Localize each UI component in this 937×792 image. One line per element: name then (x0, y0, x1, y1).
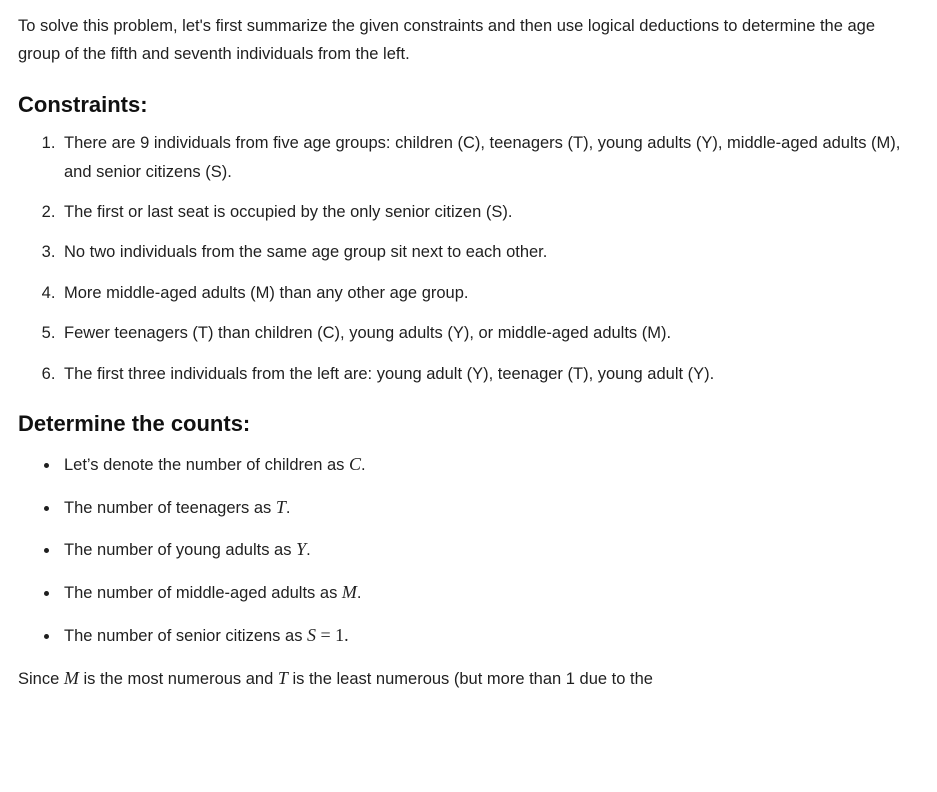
list-item: 5. Fewer teenagers (T) than children (C), young adults (Y), or middle-aged adults (M). (60, 319, 913, 347)
math-symbol: T (275, 496, 286, 517)
math-symbol: S (307, 625, 317, 646)
counts-heading: Determine the counts: (18, 410, 251, 436)
count-text-after: . (360, 455, 366, 474)
count-text-after: . (356, 584, 362, 603)
list-item (60, 534, 913, 565)
list-item: 6. The first three individuals from the left are: young adult (Y), teenager (T), young adult (Y). (60, 360, 913, 388)
closing-text-1: Since (18, 670, 64, 689)
math-symbol: C (348, 453, 361, 474)
constraints-list (18, 129, 913, 388)
closing-text-3: is the least numerous (but more than 1 due to the (287, 670, 653, 689)
count-text: The number of teenagers as (64, 498, 276, 517)
count-text-after: . (306, 541, 311, 560)
closing-text-2: is the most numerous and (78, 670, 278, 689)
math-symbol: M (341, 582, 357, 603)
list-item (60, 620, 913, 651)
count-text: The number of middle-aged adults as (64, 584, 342, 603)
count-text: The number of senior citizens as (64, 627, 308, 646)
closing-paragraph (18, 663, 913, 694)
list-item: 4. More middle-aged adults (M) than any other age group. (60, 279, 913, 307)
list-item: 2. The first or last seat is occupied by the only senior citizen (S). (60, 198, 913, 226)
math-symbol: Y (296, 539, 307, 560)
intro-paragraph: To solve this problem, let's first summarize the given constraints and then use logical deductions to determine the age group of the fifth and seventh individuals from the left. (18, 17, 876, 64)
list-item (60, 492, 913, 523)
list-item (60, 577, 913, 608)
count-text-after: . (285, 498, 291, 517)
count-text-after: = 1. (316, 625, 349, 646)
constraints-heading: Constraints: (18, 91, 148, 117)
count-text: Let’s denote the number of children as (64, 455, 349, 474)
list-item: 3. No two individuals from the same age group sit next to each other. (60, 238, 913, 266)
count-text: The number of young adults as (64, 541, 297, 560)
counts-list (18, 449, 913, 652)
list-item (60, 449, 913, 480)
list-item: 1. There are 9 individuals from five age groups: children (C), teenagers (T), young adults (Y), middle-aged adults (M), and senior citizens (S). (60, 129, 913, 186)
math-symbol: M (63, 668, 79, 689)
math-symbol: T (277, 668, 288, 689)
